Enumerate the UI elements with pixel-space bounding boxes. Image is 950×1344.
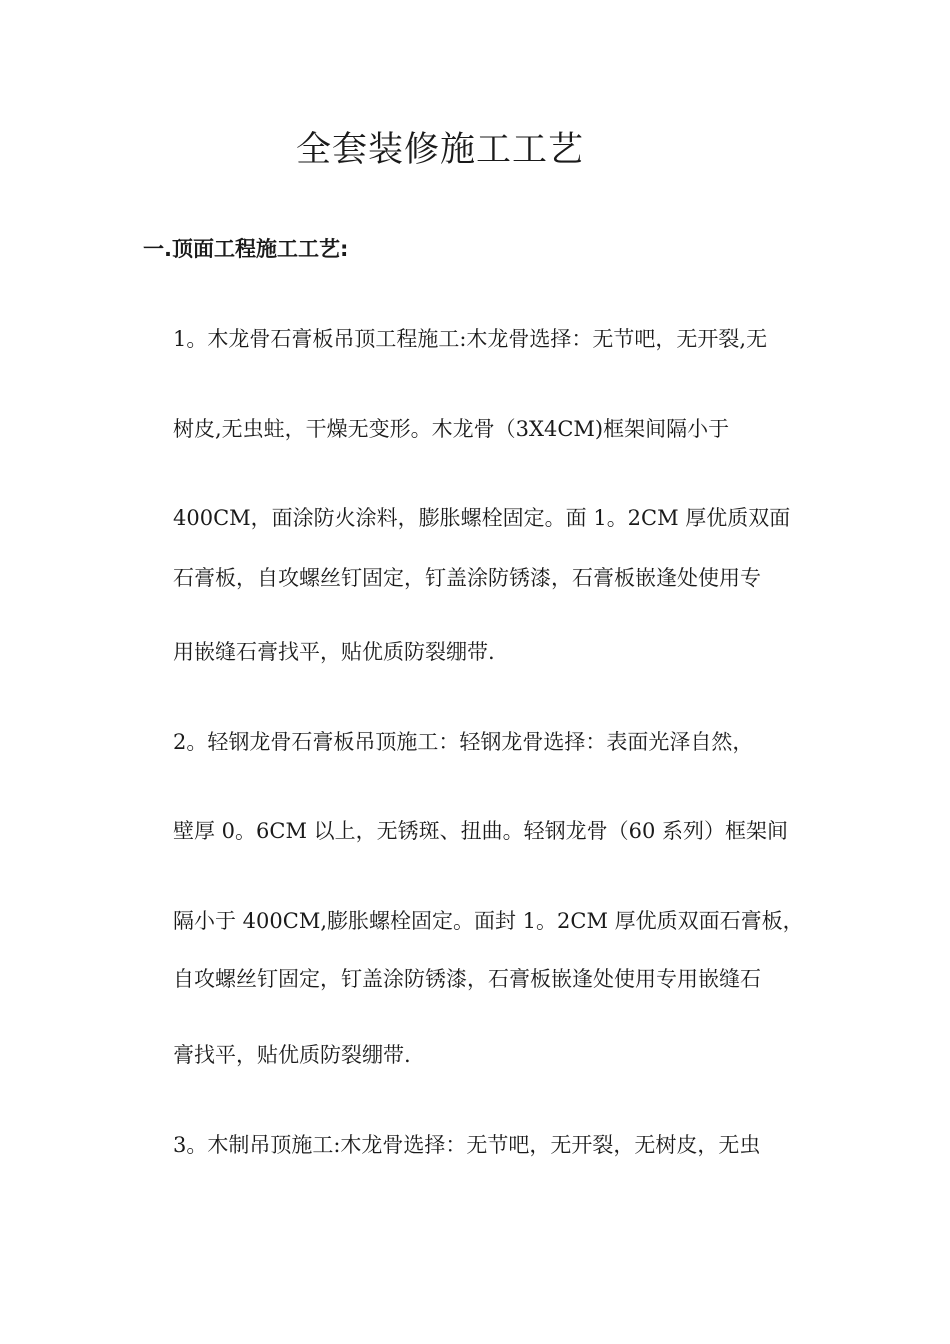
section-heading: 一.顶面工程施工工艺: [143, 237, 349, 261]
paragraph-line: 1。木龙骨石膏板吊顶工程施工:木龙骨选择：无节吧，无开裂,无 [173, 327, 768, 351]
paragraph-line: 膏找平，贴优质防裂绷带. [173, 1043, 411, 1067]
paragraph-line: 隔小于 400CM,膨胀螺栓固定。面封 1。2CM 厚优质双面石膏板， [173, 909, 804, 933]
paragraph-line: 3。木制吊顶施工:木龙骨选择：无节吧，无开裂，无树皮，无虫 [173, 1133, 761, 1157]
paragraph-line: 400CM，面涂防火涂料，膨胀螺栓固定。面 1。2CM 厚优质双面 [173, 506, 791, 530]
paragraph-line: 用嵌缝石膏找平，贴优质防裂绷带. [173, 640, 495, 664]
paragraph-line: 自攻螺丝钉固定，钉盖涂防锈漆，石膏板嵌逢处使用专用嵌缝石 [173, 967, 761, 991]
paragraph-line: 壁厚 0。6CM 以上，无锈斑、扭曲。轻钢龙骨（60 系列）框架间 [173, 819, 789, 843]
paragraph-line: 2。轻钢龙骨石膏板吊顶施工：轻钢龙骨选择：表面光泽自然， [173, 730, 754, 754]
paragraph-line: 树皮,无虫蛀，干燥无变形。木龙骨（3X4CM)框架间隔小于 [173, 417, 730, 441]
document-title: 全套装修施工工艺 [295, 130, 584, 170]
paragraph-line: 石膏板，自攻螺丝钉固定，钉盖涂防锈漆，石膏板嵌逢处使用专 [173, 566, 761, 590]
